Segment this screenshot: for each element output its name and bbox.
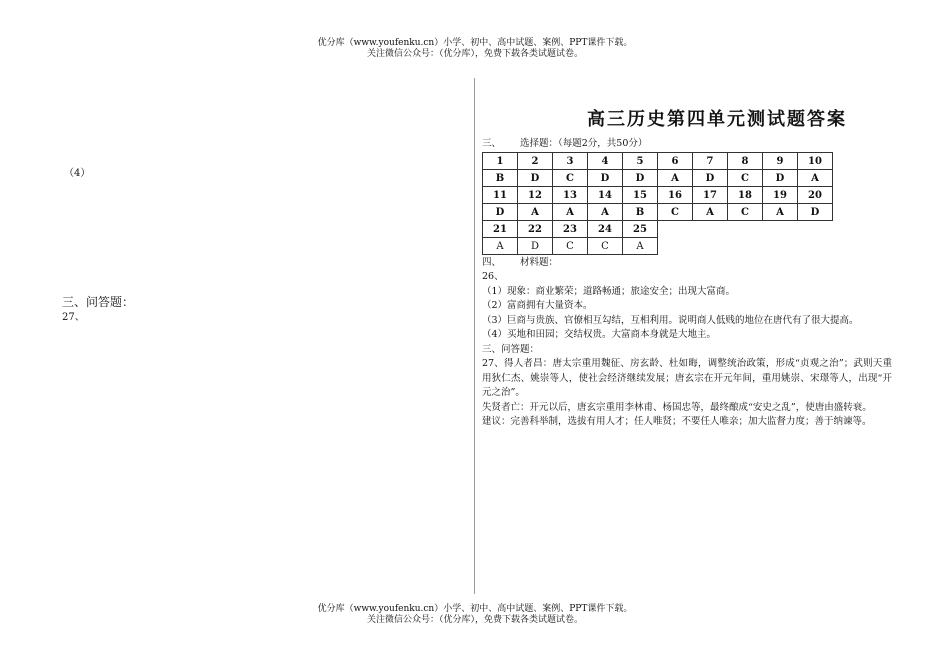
answer-cell: C	[553, 170, 588, 187]
answer-cell: D	[518, 238, 553, 255]
answer-cell: D	[763, 170, 798, 187]
answer-table	[482, 152, 833, 255]
left-column	[0, 0, 470, 671]
empty-cell	[693, 221, 728, 238]
footer-banner	[0, 604, 950, 626]
material-section-text: 材料题：	[520, 257, 559, 268]
question-number-cell: 10	[798, 153, 833, 170]
answer-cell: D	[623, 170, 658, 187]
question-number-cell: 15	[623, 187, 658, 204]
empty-cell	[728, 238, 763, 255]
choice-section-num: 三、	[482, 138, 502, 149]
material-section-heading	[482, 255, 892, 270]
empty-cell	[658, 221, 693, 238]
answer-cell: D	[798, 204, 833, 221]
answer-table-row	[483, 153, 833, 170]
answer-cell: C	[553, 238, 588, 255]
question-number-cell: 21	[483, 221, 518, 238]
answer-cell: D	[518, 170, 553, 187]
empty-cell	[728, 221, 763, 238]
answer-cell: C	[588, 238, 623, 255]
question-number-cell: 18	[728, 187, 763, 204]
answer-table-row	[483, 221, 833, 238]
q27-answer-2: 失贤者亡：开元以后，唐玄宗重用李林甫、杨国忠等，最终酿成“安史之乱”，使唐由盛转衰。	[482, 401, 872, 413]
answer-cell: D	[588, 170, 623, 187]
question-number-cell: 5	[623, 153, 658, 170]
empty-cell	[763, 238, 798, 255]
column-divider	[474, 78, 475, 594]
answer-cell: A	[553, 204, 588, 221]
empty-cell	[798, 238, 833, 255]
answer-cell: D	[483, 204, 518, 221]
question-number-cell: 14	[588, 187, 623, 204]
answer-cell: D	[693, 170, 728, 187]
question-number-cell: 4	[588, 153, 623, 170]
question-number-cell: 23	[553, 221, 588, 238]
answer-cell: A	[798, 170, 833, 187]
question-number-cell: 3	[553, 153, 588, 170]
empty-cell	[798, 221, 833, 238]
answer-cell: A	[623, 238, 658, 255]
q26-answer-2: （2）富商拥有大量资本。	[482, 300, 593, 311]
question-number-cell: 24	[588, 221, 623, 238]
q4-label: （4）	[64, 168, 91, 179]
footer-banner-line1: 优分库（www.youfenku.cn）小学、初中、高中试题、案例、PPT课件下载。	[317, 604, 633, 614]
page-title: 高三历史第四单元测试题答案	[587, 109, 847, 130]
question-number-cell: 20	[798, 187, 833, 204]
answer-table-row	[483, 170, 833, 187]
question-number-cell: 19	[763, 187, 798, 204]
question-number-cell: 12	[518, 187, 553, 204]
question-number-cell: 11	[483, 187, 518, 204]
answer-cell: A	[693, 204, 728, 221]
essay-section-heading: 三、问答题：	[482, 343, 540, 355]
right-column	[482, 104, 892, 430]
header-banner-line1: 优分库（www.youfenku.cn）小学、初中、高中试题、案例、PPT课件下载。	[317, 38, 633, 48]
answer-cell: A	[483, 238, 518, 255]
answer-cell: A	[518, 204, 553, 221]
answer-cell: A	[763, 204, 798, 221]
q27-answer-1: 27、得人者昌：唐太宗重用魏征、房玄龄、杜如晦，调整统治政策，形成“贞观之治”；武则天重用狄仁杰、姚崇等人，使社会经济继续发展；唐玄宗在开元年间，重用姚崇、宋璟等人，出现“开元之治”。	[482, 358, 892, 398]
answer-cell: B	[623, 204, 658, 221]
empty-cell	[763, 221, 798, 238]
choice-section-text: 选择题：（每题2分，共50分）	[520, 138, 648, 149]
answer-table-row	[483, 204, 833, 221]
question-number-cell: 1	[483, 153, 518, 170]
question-number-cell: 2	[518, 153, 553, 170]
footer-banner-line2: 关注微信公众号：（优分库），免费下载各类试题试卷。	[366, 615, 583, 625]
answer-cell: A	[658, 170, 693, 187]
answer-cell: B	[483, 170, 518, 187]
left-q27-label: 27、	[62, 312, 85, 323]
answer-cell: C	[728, 204, 763, 221]
answer-table-row	[483, 187, 833, 204]
answer-cell: A	[588, 204, 623, 221]
q26-answer-1: （1）现象：商业繁荣；道路畅通；旅途安全；出现大富商。	[482, 285, 736, 297]
answer-table-row	[483, 238, 833, 255]
question-number-cell: 9	[763, 153, 798, 170]
question-number-cell: 22	[518, 221, 553, 238]
left-section-heading: 三、问答题：	[62, 295, 135, 309]
q26-answer-4: （4）买地和田园；交结权贵。大富商本身就是大地主。	[482, 329, 717, 340]
question-number-cell: 17	[693, 187, 728, 204]
question-number-cell: 25	[623, 221, 658, 238]
q26-answer-3: （3）巨商与贵族、官僚相互勾结，互相利用。说明商人低贱的地位在唐代有了很大提高。	[482, 314, 859, 326]
empty-cell	[658, 238, 693, 255]
answer-cell: C	[658, 204, 693, 221]
question-number-cell: 7	[693, 153, 728, 170]
q27-answer-3: 建议：完善科举制，选拔有用人才；任人唯贤；不要任人唯亲；加大监督力度；善于纳谏等。	[482, 416, 872, 427]
question-number-cell: 6	[658, 153, 693, 170]
question-number-cell: 8	[728, 153, 763, 170]
choice-section-heading	[482, 136, 892, 151]
question-number-cell: 13	[553, 187, 588, 204]
empty-cell	[693, 238, 728, 255]
answer-cell: C	[728, 170, 763, 187]
q26-label: 26、	[482, 271, 504, 282]
material-section-num: 四、	[482, 257, 502, 268]
header-banner-line2: 关注微信公众号：（优分库），免费下载各类试题试卷。	[366, 49, 583, 59]
question-number-cell: 16	[658, 187, 693, 204]
